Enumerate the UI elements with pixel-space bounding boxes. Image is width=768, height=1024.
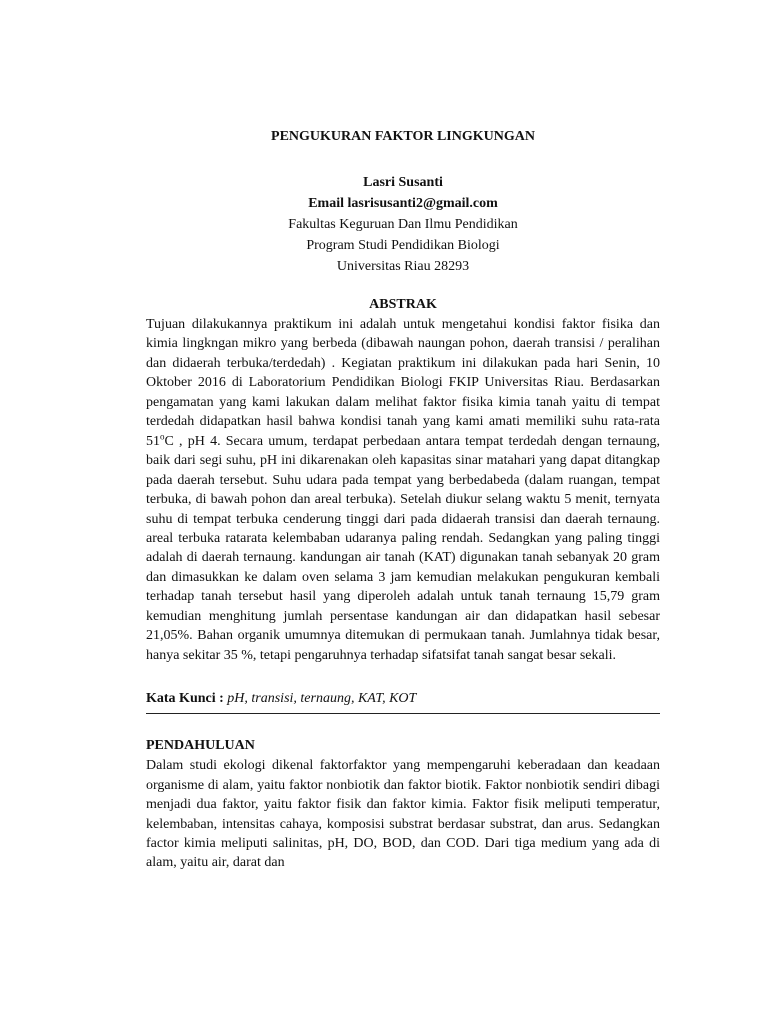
author-name: Lasri Susanti — [363, 175, 443, 190]
keywords-label: Kata Kunci : — [146, 691, 224, 707]
author-faculty: Fakultas Keguruan Dan Ilmu Pendidikan — [288, 217, 518, 232]
abstract-text-part2: C , pH 4. Secara umum, terdapat perbedaan antara tempat terdedah dengan ternaung, baik dari segi suhu, pH ini dikarenakan oleh kapasitas sinar matahari yang dapat ditangkap pada daerah tersebut. Suhu udara pada tempat yang berbedabeda (dalam ruangan, tempat terbuka, di bawah pohon dan areal terbuka). Setelah diukur selang waktu 5 menit, ternyata suhu di tempat terbuka cenderung tinggi dari pada didaerah transisi dan daerah ternaung. areal terbuka ratarata kelembaban udaranya paling rendah. Sedangkan yang paling tinggi adalah di daerah ternaung. kandungan air tanah (KAT) digunakan tanah sebanyak 20 gram dan dimasukkan ke dalam oven selama 3 jam kemudian melakukan pengukuran kembali terhadap tanah tersebut hasil yang diperoleh adalah untuk tanah ternaung 15,79 gram kemudian menghitung jumlah persentase kandungan air dan didapatkan hasil sebesar 21,05%. Bahan organik umumnya ditemukan di permukaan tanah. Jumlahnya tidak besar, hanya sekitar 35 %, tetapi pengaruhnya terhadap sifatsifat tanah sangat besar sekali. — [146, 433, 660, 663]
abstract-text-part1: Tujuan dilakukannya praktikum ini adalah untuk mengetahui kondisi faktor fisika dan kimia lingkngan mikro yang berbeda (dibawah naungan pohon, daerah transisi / peralihan dan didaerah terbuka/terdedah) . Kegiatan praktikum ini dilakukan pada hari Senin, 10 Oktober 2016 di Laboratorium Pendidikan Biologi FKIP Universitas Riau. Berdasarkan pengamatan yang kami lakukan dalam melihat faktor fisika kimia tanah yaitu di tempat terdedah didapatkan hasil bahwa kondisi tanah yang kami amati memiliki suhu rata-rata 51 — [146, 317, 660, 449]
keywords-terms: pH, transisi, ternaung, KAT, KOT — [227, 691, 417, 707]
keywords-line — [146, 689, 660, 714]
author-program: Program Studi Pendidikan Biologi — [306, 238, 500, 253]
author-email: Email lasrisusanti2@gmail.com — [308, 196, 498, 211]
introduction-heading: PENDAHULUAN — [146, 738, 255, 754]
abstract-heading: ABSTRAK — [369, 297, 437, 312]
author-block — [146, 172, 660, 277]
document-page — [146, 128, 660, 873]
abstract-text — [146, 315, 660, 665]
introduction-text: Dalam studi ekologi dikenal faktorfaktor yang mempengaruhi keberadaan dan keadaan organisme di alam, yaitu faktor nonbiotik dan faktor biotik. Faktor nonbiotik sendiri dibagi menjadi dua faktor, yaitu faktor fisik dan faktor kimia. Faktor fisik meliputi temperatur, kelembaban, intensitas cahaya, komposisi substrat berdasar substrat, dan arus. Sedangkan factor kimia meliputi salinitas, pH, DO, BOD, dan COD. Dari tiga medium yang ada di alam, yaitu air, darat dan — [146, 758, 660, 871]
degree-superscript: o — [160, 431, 165, 442]
paper-title: PENGUKURAN FAKTOR LINGKUNGAN — [271, 129, 535, 144]
author-university: Universitas Riau 28293 — [336, 259, 470, 274]
